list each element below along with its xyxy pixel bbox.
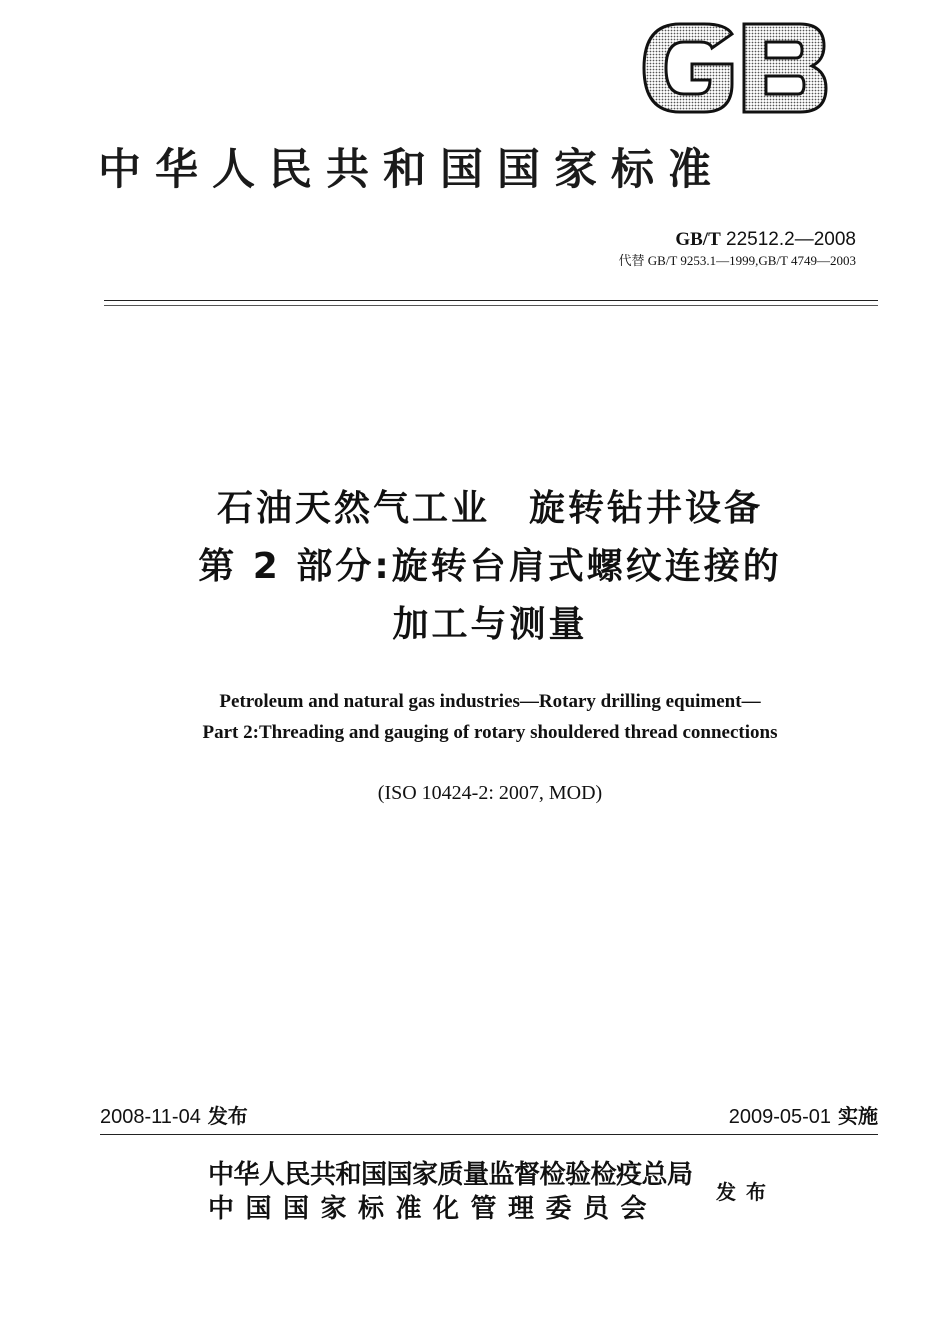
issuer-sac: 中国国家标准化管理委员会 [208, 1194, 659, 1224]
issue-label: 发布 [716, 1180, 776, 1204]
english-title-line-1: Petroleum and natural gas industries—Rotary drilling equiment— [219, 691, 761, 712]
top-divider-secondary [104, 305, 878, 306]
english-title [0, 686, 950, 748]
chinese-title-line-2: 第 2 部分:旋转台肩式螺纹连接的 [198, 546, 782, 587]
standard-code-prefix: GB/T [675, 229, 721, 250]
replaced-standards: 代替 GB/T 9253.1—1999,GB/T 4749—2003 [618, 253, 856, 268]
standard-code-number: 22512.2—2008 [720, 229, 856, 250]
standard-code [675, 228, 856, 252]
standard-title: 中华人民共和国国家标准 [98, 145, 725, 195]
chinese-title-line-1: 石油天然气工业 旋转钻井设备 [216, 488, 763, 529]
implement-date-label: 实施 [831, 1104, 878, 1128]
chinese-title-line-3: 加工与测量 [392, 604, 588, 645]
issuing-authorities [208, 1158, 693, 1226]
bottom-divider [100, 1134, 878, 1135]
issuer-aqsiq: 中华人民共和国国家质量监督检验检疫总局 [208, 1160, 693, 1190]
publish-date-label: 发布 [200, 1104, 248, 1128]
iso-reference: (ISO 10424-2: 2007, MOD) [377, 782, 603, 804]
chinese-title [0, 480, 950, 654]
top-divider [104, 300, 878, 301]
implement-date-value: 2009-05-01 [728, 1106, 832, 1128]
implement-date [729, 1102, 878, 1131]
gb-logo [640, 20, 828, 116]
publish-date [100, 1102, 248, 1131]
publish-date-value: 2008-11-04 [100, 1106, 201, 1128]
english-title-line-2: Part 2:Threading and gauging of rotary shouldered thread connections [202, 722, 778, 743]
